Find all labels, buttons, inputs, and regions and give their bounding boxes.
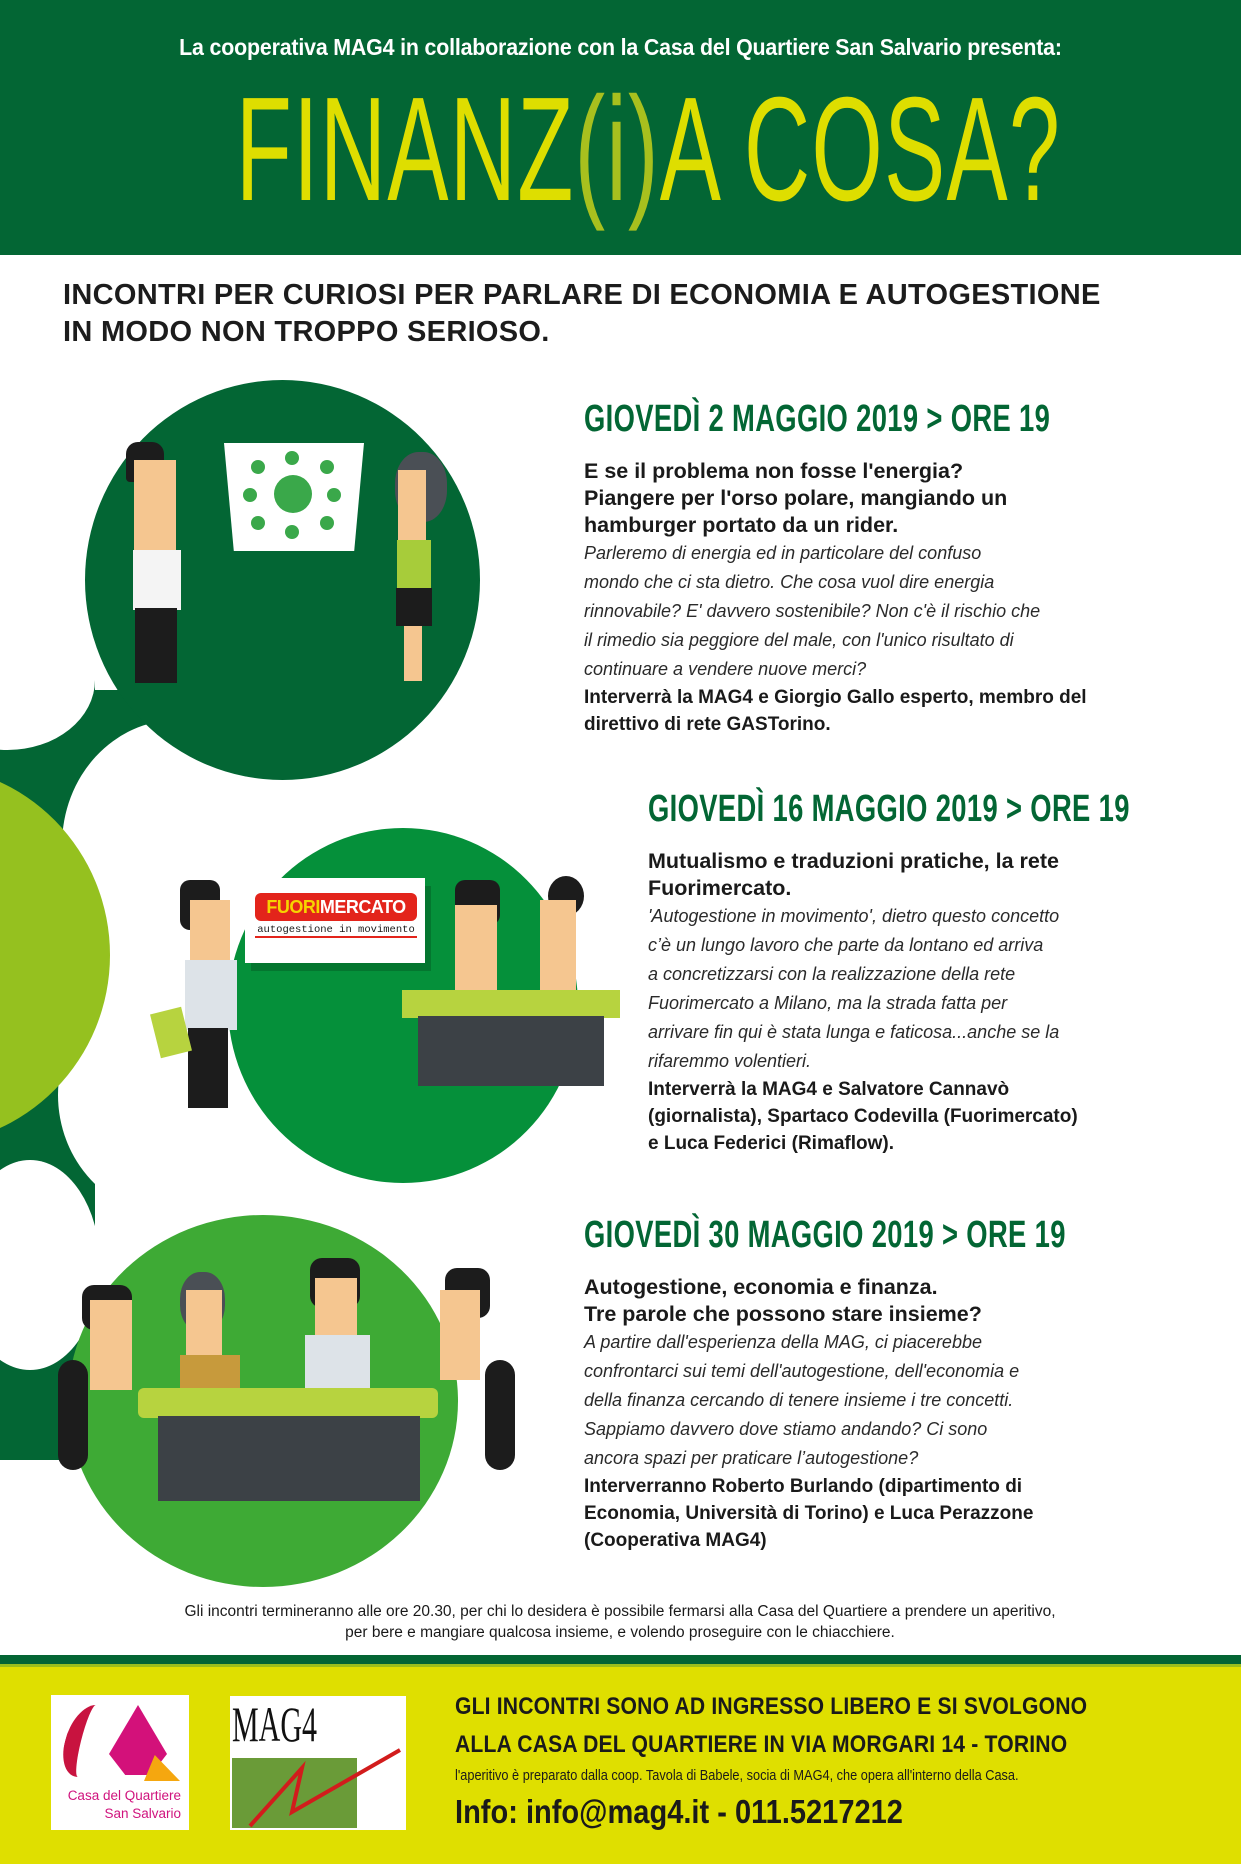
- plant-icon: [320, 460, 334, 474]
- event-2-title: Mutualismo e traduzioni pratiche, la rete Fuorimercato.: [648, 849, 1059, 900]
- mag4-zigzag-icon: [230, 1746, 406, 1830]
- subheading-line-2: IN MODO NON TROPPO SERIOSO.: [63, 316, 550, 348]
- mag4-logo-text: MAG4: [232, 1696, 318, 1752]
- person-1-face: [90, 1300, 132, 1390]
- presenter-line: La cooperativa MAG4 in collaborazione con la Casa del Quartiere San Salvario presenta:: [179, 34, 1062, 60]
- subheading-line-1: INCONTRI PER CURIOSI PER PARLARE DI ECONOMIA E AUTOGESTIONE: [63, 279, 1101, 311]
- event-2-description: 'Autogestione in movimento', dietro questo concetto c’è un lungo lavoro che parte da lontano ed arriva a concretizzarsi con la realizzazione della rete Fuorimercato a Milano, ma la strada fatta per arrivare fin qui è stata lunga e faticosa...anche se la rifaremmo volentieri.: [648, 906, 1060, 1071]
- recycle-icon: [251, 460, 265, 474]
- woman-top: [397, 540, 431, 590]
- globe-icon: [274, 475, 312, 513]
- panel-desk: [418, 1016, 604, 1086]
- event-1-speakers: Interverrà la MAG4 e Giorgio Gallo esperto, membro del direttivo di rete GASTorino.: [584, 687, 1087, 735]
- casa-logo-mark-left: [56, 1705, 118, 1777]
- event-1-description: Parleremo di energia ed in particolare del confuso mondo che ci sta dietro. Che cosa vuol dire energia rinnovabile? E' davvero sostenibile? Non c'è il rischio che il rimedio sia peggiore del male, con l'unico risultato di continuare a vendere nuove merci?: [584, 543, 1041, 679]
- wind-turbine-icon: [285, 525, 299, 539]
- woman-legs: [404, 626, 422, 681]
- presenter-pants: [188, 1028, 228, 1108]
- panel-woman-face: [540, 900, 576, 990]
- fuorimercato-logo: FUORIMERCATO: [255, 893, 417, 921]
- event-2: [648, 788, 1238, 1157]
- event-3: [584, 1214, 1224, 1554]
- person-4-face: [440, 1290, 480, 1380]
- title-part-1: FINANZ: [235, 67, 575, 232]
- event-3-title: Autogestione, economia e finanza. Tre parole che possono stare insieme?: [584, 1275, 982, 1326]
- subheading: [63, 277, 1213, 351]
- footer-line-1: GLI INCONTRI SONO AD INGRESSO LIBERO E SI SVOLGONO: [455, 1693, 1088, 1720]
- casa-del-quartiere-logo: [51, 1695, 189, 1830]
- woman-skirt: [396, 588, 432, 626]
- footer-contact-info: Info: info@mag4.it - 011.5217212: [455, 1793, 903, 1830]
- event-2-speakers: Interverrà la MAG4 e Salvatore Cannavò (giornalista), Spartaco Codevilla (Fuorimercato) e Luca Federici (Rimaflow).: [648, 1079, 1078, 1154]
- footer-aperitivo-note: l'aperitivo è preparato dalla coop. Tavola di Babele, socia di MAG4, che opera all'interno della Casa.: [455, 1768, 1019, 1784]
- footer-line-2: ALLA CASA DEL QUARTIERE IN VIA MORGARI 14 - TORINO: [455, 1731, 1068, 1758]
- power-icon: [327, 488, 341, 502]
- title-paren-i: (i): [574, 67, 660, 232]
- title-part-2: A COSA?: [659, 67, 1062, 232]
- closing-note: Gli incontri termineranno alle ore 20.30, per chi lo desidera è possibile fermarsi alla Casa del Quartiere a prendere un aperitivo, per bere e mangiare qualcosa insieme, e volendo proseguire con le chiacchiere.: [184, 1603, 1056, 1641]
- event-1: [584, 398, 1224, 738]
- fuorimercato-tagline: autogestione in movimento: [255, 924, 417, 938]
- panel-desk-top: [402, 990, 620, 1018]
- event-3-speakers: Interverranno Roberto Burlando (dipartimento di Economia, Università di Torino) e Luca Perazzone (Cooperativa MAG4): [584, 1476, 1034, 1551]
- man-pants: [135, 608, 177, 683]
- event-3-date: GIOVEDÌ 30 MAGGIO 2019 > ORE 19: [584, 1214, 1066, 1256]
- chair-right-icon: [485, 1360, 515, 1470]
- bulb-icon: [243, 488, 257, 502]
- solar-panel-icon: [251, 516, 265, 530]
- casa-logo-text: Casa del Quartiere San Salvario: [67, 1788, 181, 1821]
- event-1-date: GIOVEDÌ 2 MAGGIO 2019 > ORE 19: [584, 398, 1051, 440]
- leaf-icon: [285, 451, 299, 465]
- presenter-shirt: [185, 960, 237, 1030]
- poster-title: [235, 67, 1062, 232]
- meeting-table-top: [138, 1388, 438, 1418]
- woman-face: [398, 470, 426, 540]
- man-shirt: [133, 550, 181, 610]
- footer-info: [455, 1688, 1235, 1836]
- mag4-logo: [230, 1696, 406, 1830]
- event-1-title: E se il problema non fosse l'energia? Piangere per l'orso polare, mangiando un hamburger portato da un rider.: [584, 459, 1008, 537]
- person-3-shirt: [305, 1335, 370, 1395]
- event-2-date: GIOVEDÌ 16 MAGGIO 2019 > ORE 19: [648, 788, 1130, 830]
- meeting-table: [158, 1416, 420, 1501]
- car-icon: [320, 516, 334, 530]
- chair-left-icon: [58, 1360, 88, 1470]
- panel-man-face: [455, 905, 497, 995]
- footer-top-strip: [0, 1655, 1241, 1664]
- event-3-description: A partire dall'esperienza della MAG, ci piacerebbe confrontarci sui temi dell'autogestione, dell'economia e della finanza cercando di tenere insieme i tre concetti. Sappiamo davvero dove stiamo andando? Ci sono ancora spazi per praticare l’autogestione?: [584, 1332, 1020, 1468]
- man-face: [134, 460, 176, 560]
